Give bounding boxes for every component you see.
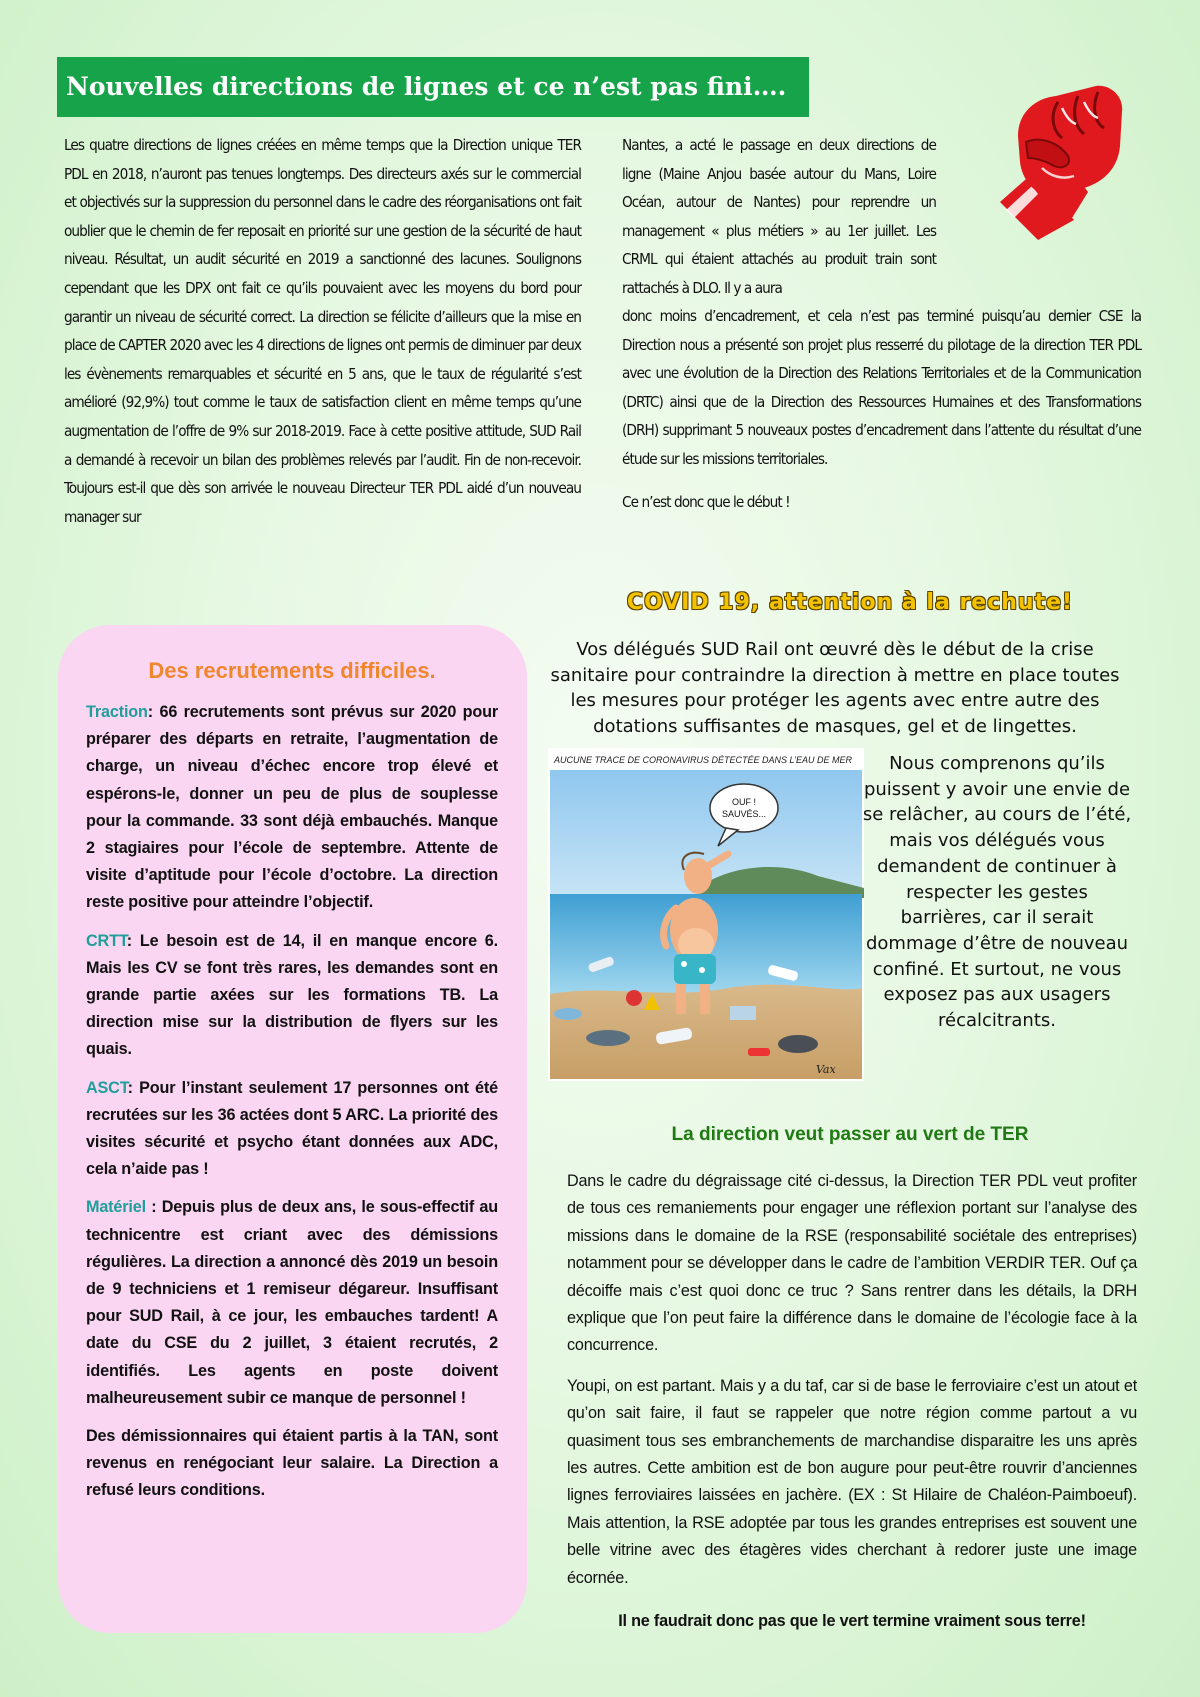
section-label: ASCT: [86, 1078, 128, 1097]
page-title: Nouvelles directions de lignes et ce n’est pas fini….: [57, 57, 809, 117]
green-article-title: La direction veut passer au vert de TER: [671, 1124, 1029, 1145]
covid-side-text: Nous comprenons qu’ils puissent y avoir une envie de se relâcher, au cours de l’été, mais vos délégués vous demandent de continuer à respecter les gestes barrières, car il serait dommage d’être de nouveau confiné. Et surtout, ne vous exposez pas aux usagers récalcitrants.: [862, 753, 1132, 1032]
article-paragraph: Dans le cadre du dégraissage cité ci-dessus, la Direction TER PDL veut profiter de tous ces remaniements pour engager une réflexion portant sur l’analyse des missions dans le domaine de la RSE (responsabilité sociétale des entreprises) notamment pour se développer dans le cadre de l’ambition VERDIR TER. Ouf ça décoiffe mais c’est quoi donc ce truc ? Sans rentrer dans les détails, la DRH explique que l’on peut faire la différence dans le domaine de l’écologie face à la concurrence.: [567, 1172, 1137, 1355]
recruitment-section: Traction: 66 recrutements sont prévus sur 2020 pour préparer des départs en retraite, l’augmentation de charge, un niveau d’échec encore trop élevé et espérons-le, donner un peu de plus de souplesse pour la commande. 33 sont déjà embauchés. Manque 2 stagiaires pour l’école de septembre. Attente de visite d’aptitude pour l’école d’octobre. La direction reste positive pour atteindre l’objectif.: [86, 703, 499, 912]
covid-title: COVID 19, attention à la rechute!: [626, 590, 1074, 615]
green-article-body: [567, 1168, 1137, 1649]
section-label: CRTT: [86, 931, 127, 950]
bubble-text: OUF !: [732, 797, 756, 807]
article-paragraph: Nantes, a acté le passage en deux directions de ligne (Maine Anjou basée autour du Mans, Loire Océan, autour de Nantes) pour reprendre un management « plus métiers » au 1er juillet. Les CRML qui étaient attachés au produit train sont rattachés à DLO. Il y a aura: [622, 136, 936, 297]
covid-intro: Vos délégués SUD Rail ont œuvré dès le début de la crise sanitaire pour contraindre la direction à mettre en place toutes les mesures pour protéger les agents avec entre autre des dotations suffisantes de masques, gel et de lingettes.: [550, 639, 1120, 737]
section-text: 66 recrutements sont prévus sur 2020 pour préparer des départs en retraite, l’augmentation de charge, un niveau d’échec encore trop élevé et espérons-le, donner un peu de plus de souplesse pour la commande. 33 sont déjà embauchés. Manque 2 stagiaires pour l’école de septembre. Attente de visite d’aptitude pour l’école d’octobre. La direction reste positive pour atteindre l’objectif.: [86, 703, 499, 912]
recruitment-section: Matériel : Depuis plus de deux ans, le sous-effectif au technicentre est criant avec des démissions régulières. La direction a annoncé dès 2019 un besoin de 9 techniciens et 1 remiseur dégareur. Insuffisant pour SUD Rail, à ce jour, les embauches tardent! A date du CSE du 2 juillet, 3 étaient recrutés, 2 identifiés. Les agents en poste doivent malheureusement subir ce manque de personnel !: [86, 1198, 499, 1407]
cartoon-caption: AUCUNE TRACE DE CORONAVIRUS DÉTECTÉE DANS L’EAU DE MER: [554, 755, 853, 765]
article-paragraph: Les quatre directions de lignes créées en même temps que la Direction unique TER PDL en 2018, n’auront pas tenues longtemps. Des directeurs axés sur le commercial et objectivés sur la suppression du personnel dans le cadre des réorganisations ont fait oublier que le chemin de fer reposait en priorité sur une gestion de la sécurité de haut niveau. Résultat, un audit sécurité en 2019 a sanctionné des lacunes. Soulignons cependant que les DPX ont fait ce qu’ils pouvaient avec les moyens du bord pour garantir un niveau de sécurité correct. La direction se félicite d’ailleurs que la mise en place de CAPTER 2020 avec les 4 directions de lignes ont permis de diminuer par deux les évènements remarquables et sécurité en 5 ans, que le taux de régularité s’est amélioré (92,9%) tout comme le taux de satisfaction client en même temps qu’une augmentation de l’offre de 9% sur 2018-2019. Face à cette positive attitude, SUD Rail a demandé à recevoir un bilan des problèmes relevés par l’audit. Fin de non-recevoir. Toujours est-il que dès son arrivée le nouveau Directeur TER PDL aidé d’un nouveau manager sur: [64, 136, 581, 526]
raised-fist-icon: [992, 72, 1128, 242]
recruitment-closing: Des démissionnaires qui étaient partis à la TAN, sont revenus en renégociant leur salaire. La Direction a refusé leurs conditions.: [86, 1427, 498, 1500]
article-ending: Ce n’est donc que le début !: [622, 492, 790, 511]
bubble-text: SAUVÉS...: [721, 809, 767, 819]
beach-cartoon-image: [548, 748, 864, 1081]
article-paragraph: donc moins d’encadrement, et cela n’est pas terminé puisqu’au dernier CSE la Direction nous a présenté son projet plus resserré du pilotage de la direction TER PDL avec une évolution de la Direction des Relations Territoriales et de la Communication (DRTC) ainsi que de la Direction des Ressources Humaines et des Transformations (DRH) supprimant 5 nouveaux postes d’encadrement dans l’attente du résultat d’une étude sur les missions territoriales.: [622, 307, 1141, 468]
section-label: Matériel: [86, 1198, 146, 1217]
section-text: Pour l’instant seulement 17 personnes ont été recrutées sur les 36 actées dont 5 ARC. La priorité des visites sécurité et psycho étant données aux ADC, cela n’aide pas !: [86, 1078, 498, 1179]
section-text: Le besoin est de 14, il en manque encore 6. Mais les CV se font très rares, les demandes sont en grande partie axées sur les formations TB. La direction mise sur la distribution de flyers sur les quais.: [86, 931, 499, 1059]
article-column-right-top: [622, 131, 936, 303]
article-column-right-bottom: [622, 302, 1141, 516]
article-conclusion: Il ne faudrait donc pas que le vert termine vraiment sous terre!: [618, 1612, 1086, 1631]
section-text: Depuis plus de deux ans, le sous-effectif au technicentre est criant avec des démissions régulières. La direction a annoncé dès 2019 un besoin de 9 techniciens et 1 remiseur dégareur. Insuffisant pour SUD Rail, à ce jour, les embauches tardent! A date du CSE du 2 juillet, 3 étaient recrutés, 2 identifiés. Les agents en poste doivent malheureusement subir ce manque de personnel !: [86, 1198, 499, 1407]
article-paragraph: Youpi, on est partant. Mais y a du taf, car si de base le ferroviaire c’est un atout et qu’on sait faire, il faut se rappeler que notre région comme partout a vu quasiment tous ses embranchements de marchandise disparaitre les uns après les autres. Cette ambition est de bon augure pour peut-être rouvrir d’anciennes lignes ferroviaires laissées en jachère. (EX : St Hilaire de Chaléon-Paimboeuf). Mais attention, la RSE adoptée par tous les grandes entreprises est souvent une belle vitrine avec des étagères vides cherchant à redorer juste une image écornée.: [567, 1376, 1137, 1587]
recruitment-section: CRTT: Le besoin est de 14, il en manque encore 6. Mais les CV se font très rares, les demandes sont en grande partie axées sur les formations TB. La direction mise sur la distribution de flyers sur les quais.: [86, 931, 499, 1059]
cartoon-signature: Vax: [816, 1063, 836, 1076]
recruitment-section: ASCT: Pour l’instant seulement 17 personnes ont été recrutées sur les 36 actées dont 5 ARC. La priorité des visites sécurité et psycho étant données aux ADC, cela n’aide pas !: [86, 1078, 498, 1179]
section-label: Traction: [86, 703, 148, 721]
recruitment-box: [58, 625, 527, 1633]
recruitment-title: Des recrutements difficiles.: [148, 658, 436, 683]
article-column-left: [64, 131, 581, 531]
